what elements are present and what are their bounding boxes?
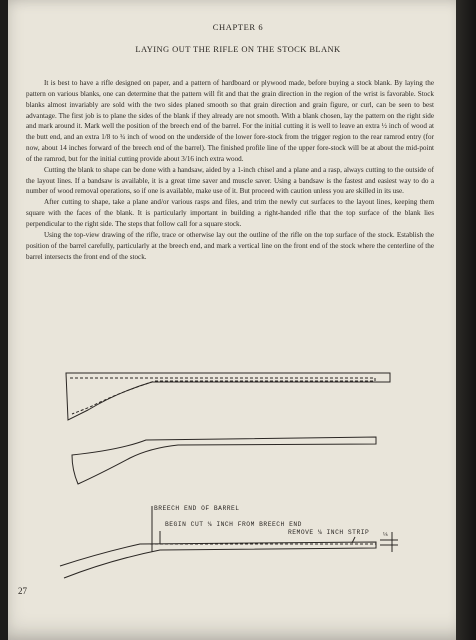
paragraph: It is best to have a rifle designed on paper, and a pattern of hardboard or plywood made, before buying a stock blank. By laying the pattern on various blanks, one can determine that the pattern will fit and that the grain direction in the region of the wrist is favorable. Stock blanks almost invariably are sold with the two sides planed smooth so that grain direction and grain figure, or curl, can be seen to best advantage. The first job is to plane the sides of the blank if they already are not smooth. With a blank chosen, lay the pattern on the right side and mark around it. Mark well the position of the breech end of the barrel. For the initial cutting it is well to leave an extra ½ inch of wood at the butt end, and an extra 1/8 to ¾ inch of wood on the underside of the lower fore-stock from the trigger region to the rear ramrod entry (for now, about 14 inches forward of the breech end of the barrel). The finished profile line of the upper fore-stock will be at about the mid-point of the ramrod, but for the initial cutting provide about 3/16 inch extra wood. — [26, 79, 434, 163]
label-breech-end: BREECH END OF BARREL — [154, 505, 240, 512]
barrel-channel-figure — [60, 506, 398, 578]
chapter-heading: CHAPTER 6 — [212, 22, 264, 32]
chapter-title: LAYING OUT THE RIFLE ON THE STOCK BLANK — [135, 44, 341, 54]
blank-outline — [66, 373, 390, 420]
label-begin-cut: BEGIN CUT ⅛ INCH FROM BREECH END — [165, 521, 302, 528]
paragraph: Using the top-view drawing of the rifle, trace or otherwise lay out the outline of the rifle on the top surface of the stock. Establish the position of the barrel carefully, particularly at the breech end, and mark a vertical line on the front end of the stock where the centerline of the barrel intersects the front end of the stock. — [26, 230, 434, 261]
stock-profile-figure — [72, 437, 376, 484]
strip-measure-fraction: ⅛ — [383, 532, 388, 538]
stock-fore-outline — [60, 542, 376, 578]
paragraph: Cutting the blank to shape can be done with a handsaw, aided by a 1-inch chisel and a plane and a rasp, always cutting to the outside of the layout lines. If a bandsaw is available, it is a great time saver and muscle saver. Using a bandsaw is the fastest and easiest way to do a number of wood removal operations, so if one is available, make use of it. But proceed with caution unless you are skilled in its use. — [26, 165, 434, 196]
pattern-outline-dashed — [70, 378, 375, 414]
page-number: 27 — [18, 586, 27, 596]
stock-profile-outline — [72, 437, 376, 484]
label-remove-strip: REMOVE ⅛ INCH STRIP — [288, 529, 370, 536]
paragraph: After cutting to shape, take a plane and/or various rasps and files, and trim the newly cut surfaces to the layout lines, keeping them square with the faces of the blank. It is particularly important in building a right-handed rifle that the top surface of the blank lies perpendicular to the right side. The steps that follow call for a square stock. — [26, 198, 434, 228]
stock-blank-figure — [66, 373, 390, 420]
